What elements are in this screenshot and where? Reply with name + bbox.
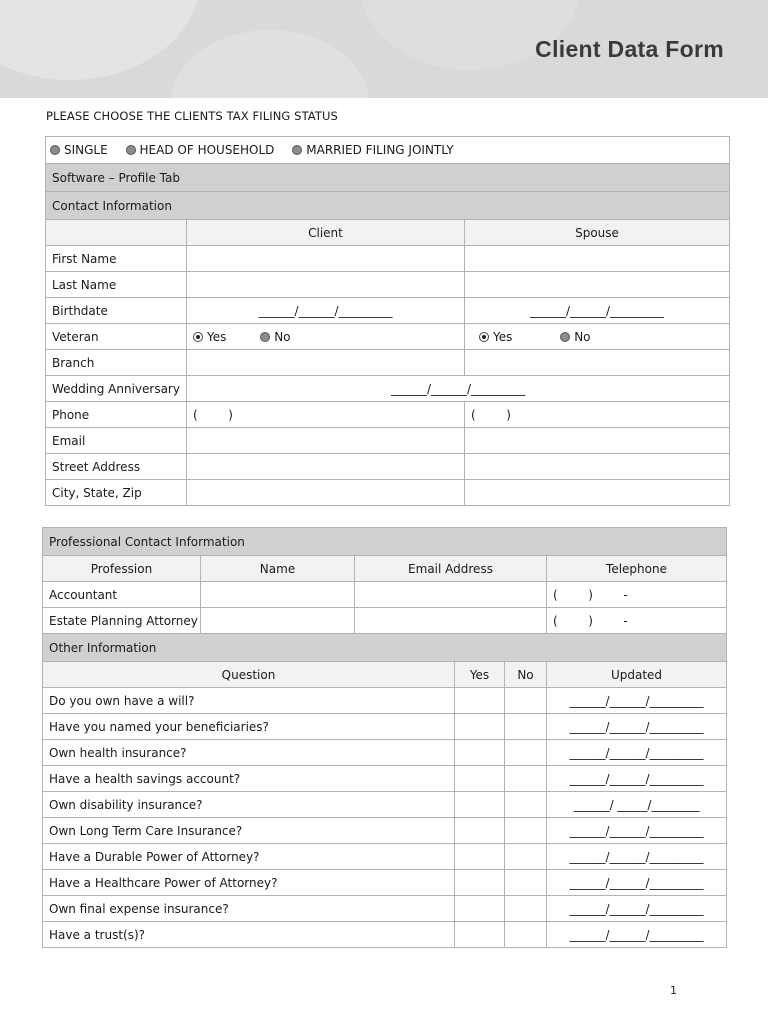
label-phone: Phone bbox=[46, 402, 187, 428]
updated-date-field[interactable]: ______/______/_________ bbox=[547, 896, 727, 922]
yes-cell[interactable] bbox=[455, 714, 505, 740]
client-last-name-field[interactable] bbox=[187, 272, 465, 298]
column-yes: Yes bbox=[455, 662, 505, 688]
client-email-field[interactable] bbox=[187, 428, 465, 454]
question-label: Own final expense insurance? bbox=[43, 896, 455, 922]
column-name: Name bbox=[201, 556, 355, 582]
yes-cell[interactable] bbox=[455, 818, 505, 844]
question-label: Have you named your beneficiaries? bbox=[43, 714, 455, 740]
no-cell[interactable] bbox=[505, 688, 547, 714]
header-banner bbox=[0, 0, 768, 98]
page-number: 1 bbox=[670, 984, 677, 997]
wedding-anniversary-field[interactable]: ______/______/_________ bbox=[187, 376, 730, 402]
spouse-city-field[interactable] bbox=[465, 480, 730, 506]
no-cell[interactable] bbox=[505, 792, 547, 818]
spouse-veteran-yes[interactable]: Yes bbox=[479, 330, 512, 344]
client-veteran-options bbox=[187, 324, 465, 350]
spouse-first-name-field[interactable] bbox=[465, 246, 730, 272]
question-label: Have a Durable Power of Attorney? bbox=[43, 844, 455, 870]
yes-cell[interactable] bbox=[455, 792, 505, 818]
label-accountant: Accountant bbox=[43, 582, 201, 608]
spouse-birthdate-field[interactable]: ______/______/_________ bbox=[465, 298, 730, 324]
updated-date-field[interactable]: ______/______/_________ bbox=[547, 688, 727, 714]
profile-table bbox=[45, 136, 730, 506]
spouse-email-field[interactable] bbox=[465, 428, 730, 454]
client-birthdate-field[interactable]: ______/______/_________ bbox=[187, 298, 465, 324]
no-cell[interactable] bbox=[505, 922, 547, 948]
yes-cell[interactable] bbox=[455, 844, 505, 870]
column-updated: Updated bbox=[547, 662, 727, 688]
question-row bbox=[43, 870, 727, 896]
accountant-phone-field[interactable]: ( ) - bbox=[547, 582, 727, 608]
radio-icon[interactable] bbox=[292, 145, 302, 155]
yes-cell[interactable] bbox=[455, 740, 505, 766]
no-cell[interactable] bbox=[505, 896, 547, 922]
question-label: Have a health savings account? bbox=[43, 766, 455, 792]
accountant-name-field[interactable] bbox=[201, 582, 355, 608]
radio-selected-icon[interactable] bbox=[193, 332, 203, 342]
label-last-name: Last Name bbox=[46, 272, 187, 298]
decor-shape bbox=[170, 30, 370, 98]
question-label: Own Long Term Care Insurance? bbox=[43, 818, 455, 844]
updated-date-field[interactable]: ______/______/_________ bbox=[547, 714, 727, 740]
client-phone-field[interactable]: ( ) bbox=[187, 402, 465, 428]
yes-cell[interactable] bbox=[455, 766, 505, 792]
updated-date-field[interactable]: ______/______/_________ bbox=[547, 818, 727, 844]
spouse-phone-field[interactable]: ( ) bbox=[465, 402, 730, 428]
question-row bbox=[43, 922, 727, 948]
yes-cell[interactable] bbox=[455, 688, 505, 714]
client-street-field[interactable] bbox=[187, 454, 465, 480]
question-label: Have a Healthcare Power of Attorney? bbox=[43, 870, 455, 896]
row-street-address bbox=[46, 454, 730, 480]
client-branch-field[interactable] bbox=[187, 350, 465, 376]
row-veteran bbox=[46, 324, 730, 350]
no-cell[interactable] bbox=[505, 740, 547, 766]
row-birthdate bbox=[46, 298, 730, 324]
updated-date-field[interactable]: ______/______/_________ bbox=[547, 870, 727, 896]
yes-cell[interactable] bbox=[455, 870, 505, 896]
column-no: No bbox=[505, 662, 547, 688]
spouse-branch-field[interactable] bbox=[465, 350, 730, 376]
column-email-address: Email Address bbox=[355, 556, 547, 582]
row-accountant bbox=[43, 582, 727, 608]
question-row bbox=[43, 896, 727, 922]
spouse-street-field[interactable] bbox=[465, 454, 730, 480]
radio-icon[interactable] bbox=[50, 145, 60, 155]
filing-option-married-filing-jointly[interactable]: MARRIED FILING JOINTLY bbox=[292, 143, 453, 157]
question-row bbox=[43, 714, 727, 740]
column-spouse: Spouse bbox=[465, 220, 730, 246]
updated-date-field[interactable]: ______/______/_________ bbox=[547, 766, 727, 792]
label-wedding-anniversary: Wedding Anniversary bbox=[46, 376, 187, 402]
radio-selected-icon[interactable] bbox=[479, 332, 489, 342]
question-label: Do you own have a will? bbox=[43, 688, 455, 714]
row-estate-attorney bbox=[43, 608, 727, 634]
attorney-email-field[interactable] bbox=[355, 608, 547, 634]
professional-other-table bbox=[42, 527, 727, 948]
spouse-veteran-no[interactable]: No bbox=[560, 330, 590, 344]
filing-status-heading: PLEASE CHOOSE THE CLIENTS TAX FILING STATUS bbox=[46, 109, 338, 123]
column-question: Question bbox=[43, 662, 455, 688]
spouse-last-name-field[interactable] bbox=[465, 272, 730, 298]
spouse-veteran-options bbox=[465, 324, 730, 350]
page-title: Client Data Form bbox=[535, 36, 724, 62]
updated-date-field[interactable]: ______/______/_________ bbox=[547, 740, 727, 766]
question-row bbox=[43, 688, 727, 714]
updated-date-field[interactable]: ______/ _____/________ bbox=[547, 792, 727, 818]
row-first-name bbox=[46, 246, 730, 272]
row-email bbox=[46, 428, 730, 454]
radio-icon[interactable] bbox=[560, 332, 570, 342]
no-cell[interactable] bbox=[505, 714, 547, 740]
column-client: Client bbox=[187, 220, 465, 246]
attorney-name-field[interactable] bbox=[201, 608, 355, 634]
updated-date-field[interactable]: ______/______/_________ bbox=[547, 844, 727, 870]
client-veteran-yes[interactable]: Yes bbox=[193, 330, 226, 344]
section-professional-contact: Professional Contact Information bbox=[43, 528, 727, 556]
accountant-email-field[interactable] bbox=[355, 582, 547, 608]
section-contact-information: Contact Information bbox=[46, 192, 730, 220]
row-wedding-anniversary bbox=[46, 376, 730, 402]
no-cell[interactable] bbox=[505, 766, 547, 792]
question-label: Own disability insurance? bbox=[43, 792, 455, 818]
updated-date-field[interactable]: ______/______/_________ bbox=[547, 922, 727, 948]
row-branch bbox=[46, 350, 730, 376]
attorney-phone-field[interactable]: ( ) - bbox=[547, 608, 727, 634]
question-row bbox=[43, 792, 727, 818]
radio-icon[interactable] bbox=[126, 145, 136, 155]
label-estate-planning-attorney: Estate Planning Attorney bbox=[43, 608, 201, 634]
column-profession: Profession bbox=[43, 556, 201, 582]
question-label: Have a trust(s)? bbox=[43, 922, 455, 948]
client-city-field[interactable] bbox=[187, 480, 465, 506]
question-row bbox=[43, 766, 727, 792]
column-telephone: Telephone bbox=[547, 556, 727, 582]
filing-option-single[interactable]: SINGLE bbox=[50, 143, 108, 157]
label-street-address: Street Address bbox=[46, 454, 187, 480]
label-veteran: Veteran bbox=[46, 324, 187, 350]
filing-option-head-of-household[interactable]: HEAD OF HOUSEHOLD bbox=[126, 143, 275, 157]
question-row bbox=[43, 740, 727, 766]
label-branch: Branch bbox=[46, 350, 187, 376]
question-row bbox=[43, 818, 727, 844]
client-first-name-field[interactable] bbox=[187, 246, 465, 272]
label-city-state-zip: City, State, Zip bbox=[46, 480, 187, 506]
filing-status-row bbox=[46, 137, 730, 164]
label-birthdate: Birthdate bbox=[46, 298, 187, 324]
yes-cell[interactable] bbox=[455, 896, 505, 922]
label-first-name: First Name bbox=[46, 246, 187, 272]
label-email: Email bbox=[46, 428, 187, 454]
decor-shape bbox=[0, 0, 200, 80]
header-blank bbox=[46, 220, 187, 246]
section-other-information: Other Information bbox=[43, 634, 727, 662]
section-software-profile: Software – Profile Tab bbox=[46, 164, 730, 192]
row-phone bbox=[46, 402, 730, 428]
no-cell[interactable] bbox=[505, 818, 547, 844]
row-city-state-zip bbox=[46, 480, 730, 506]
radio-icon[interactable] bbox=[260, 332, 270, 342]
client-veteran-no[interactable]: No bbox=[260, 330, 290, 344]
no-cell[interactable] bbox=[505, 844, 547, 870]
question-row bbox=[43, 844, 727, 870]
no-cell[interactable] bbox=[505, 870, 547, 896]
question-label: Own health insurance? bbox=[43, 740, 455, 766]
row-last-name bbox=[46, 272, 730, 298]
yes-cell[interactable] bbox=[455, 922, 505, 948]
